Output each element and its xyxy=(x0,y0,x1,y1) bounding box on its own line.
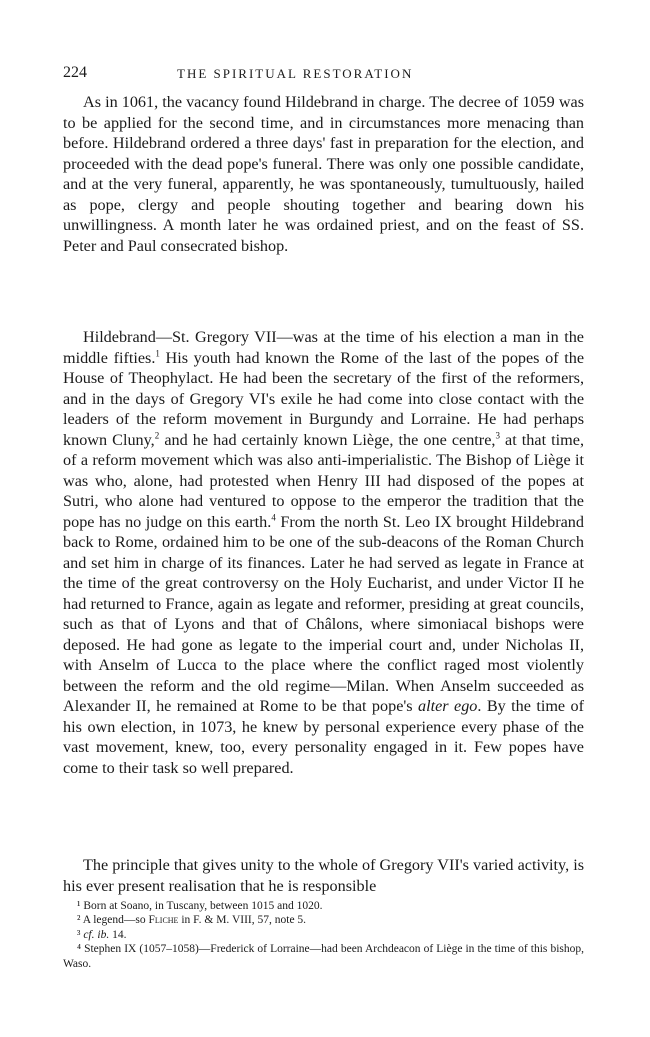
footnotes xyxy=(63,899,584,971)
page-number: 224 xyxy=(63,64,87,81)
paragraph-1: As in 1061, the vacancy found Hildebrand in charge. The decree of 1059 was to be applied for the second time, and in circumstances more menacing than before. Hildebrand ordered a three days' fast in preparation for the election, and proceeded with the dead pope's funeral. There was only one possible candidate, and at the very funeral, apparently, he was spontaneously, tumultuously, hailed as pope, clergy and people shouting together and bearing down his unwillingness. A month later he was ordained priest, and on the feast of SS. Peter and Paul consecrated bishop. xyxy=(63,93,584,255)
footnote-marker: 3 xyxy=(495,430,500,441)
paragraph-2-text: From the north St. Leo IX brought Hildebrand back to Rome, ordained him to be one of the sub-deacons of the Roman Church and set him in charge of its finances. Later he had served as legate in France at the time of the great controversy on the Holy Eucharist, and under Victor II he had returned to France, again as legate and reformer, presiding at great councils, such as that of Lyons and that of Châlons, where simoniacal bishops were deposed. He had gone as legate to the imperial court and, under Nicholas II, with Anselm of Lucca to the place where the conflict raged most violently between the reform and the old regime—Milan. When Anselm succeeded as Alexander II, he remained at Rome to be that pope's xyxy=(63,512,584,715)
footnote-marker: 2 xyxy=(154,430,160,441)
paragraph-2-text: Hildebrand—St. Gregory VII—was at the time of his election a man in the middle fifties. xyxy=(63,328,584,367)
paragraph-2-text: His youth had known the Rome of the last of the popes of the House of Theophylact. He had been the secretary of the first of the reformers, and in the days of Gregory VI's exile he had come into close contact with the leaders of the reform movement in Burgundy and Lorraine. He had perhaps known Cluny, xyxy=(63,348,585,449)
footnote-2-text: ² A legend—so xyxy=(77,914,149,927)
footnote-2-text: in F. & M. VIII, 57, note 5. xyxy=(178,914,307,927)
author-name: Fliche xyxy=(148,914,179,927)
paragraph-2-text: and he had certainly known Liège, the one centre, xyxy=(159,430,496,449)
running-header xyxy=(63,64,583,84)
footnote-4: ⁴ Stephen IX (1057–1058)—Frederick of Lorraine—had been Archdeacon of Liège in the time of this bishop, Waso. xyxy=(63,943,584,970)
running-title: THE SPIRITUAL RESTORATION xyxy=(177,66,414,81)
paragraph-2-text: at that time, of a reform movement which was also anti-imperialistic. The Bishop of Liège it was who, alone, had protested when Henry III had disposed of the popes at Sutri, who alone had ventured to oppose to the emperor the tradition that the pope has no judge on this earth. xyxy=(63,430,584,531)
paragraph-3: The principle that gives unity to the whole of Gregory VII's varied activity, is his ever present realisation that he is responsible xyxy=(63,856,584,895)
footnote-3 xyxy=(63,928,584,942)
footnote-3-text: 14. xyxy=(109,928,127,941)
footnote-marker: 1 xyxy=(155,348,160,359)
footnote-3-italic: cf. ib. xyxy=(83,928,110,941)
italic-phrase: alter ego xyxy=(418,697,478,715)
paragraph-2 xyxy=(63,327,584,778)
footnote-marker: 4 xyxy=(271,512,276,523)
footnote-1: ¹ Born at Soano, in Tuscany, between 1015 and 1020. xyxy=(77,900,323,912)
paragraph-2-text: . By the time of his own election, in 1073, he knew by personal experience every phase of the vast movement, knew, too, every personality engaged in it. Few popes have come to their task so well prepared. xyxy=(63,697,585,777)
footnote-3-text: ³ xyxy=(77,928,84,941)
footnote-2 xyxy=(63,913,584,927)
